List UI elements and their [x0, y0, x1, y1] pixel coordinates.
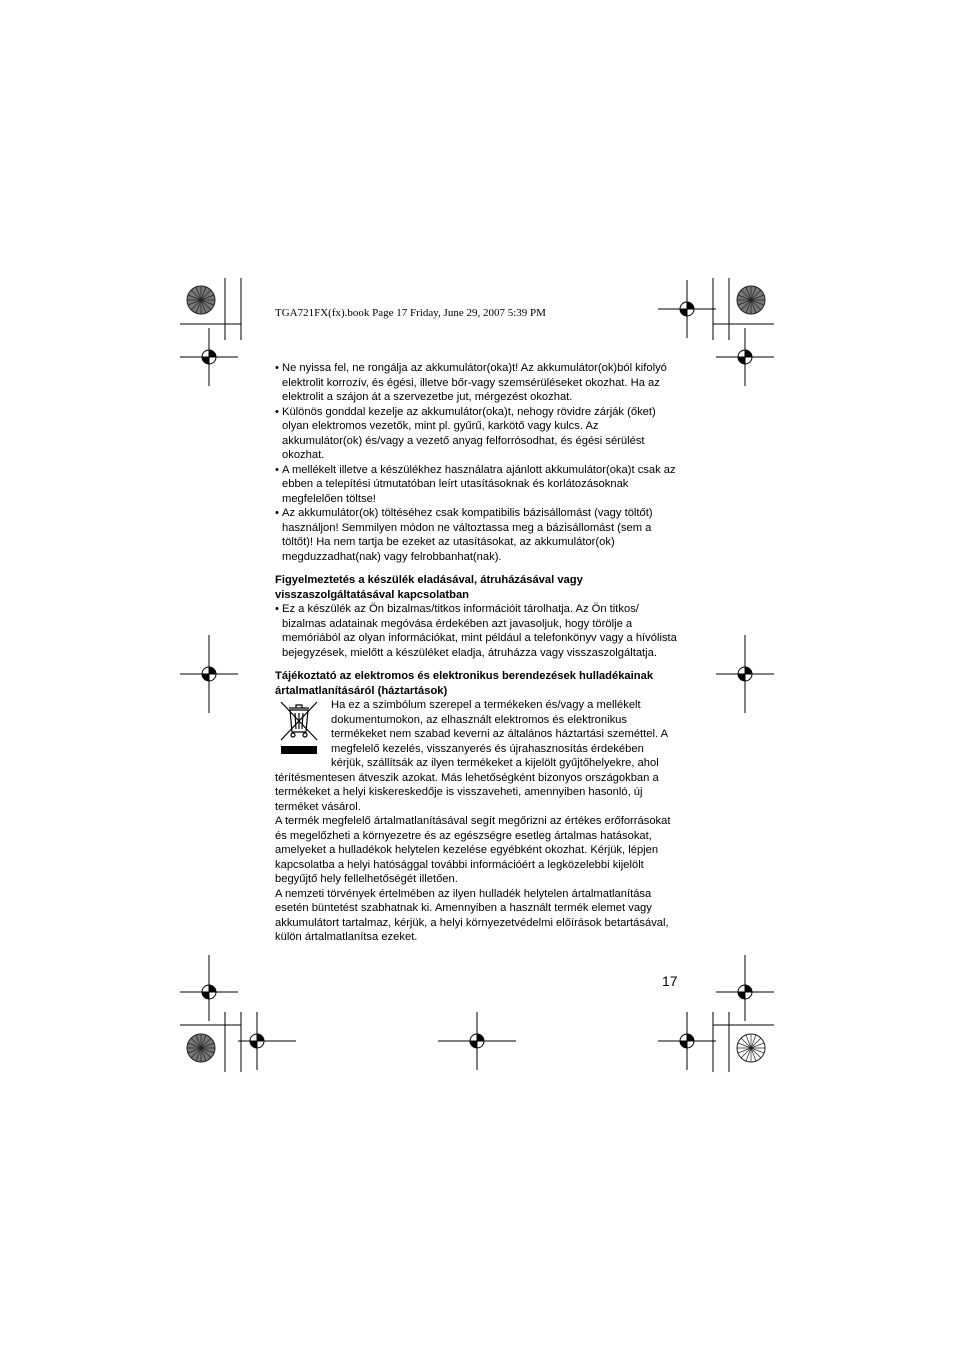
battery-warnings-list [275, 361, 679, 564]
list-item: • Ez a készülék az Ön bizalmas/titkos információit tárolhatja. Az Ön titkos/ bizalmas adatainak megóvása érdekében azt javasoljuk, hogy törölje a memóriából az olyan információkat, mint például a telefonkönyv vagy a hívólista bejegyzések, mielőtt a készüléket eladja, átruházza vagy visszaszolgáltatja. [275, 602, 679, 660]
weee-notice [275, 698, 679, 814]
main-content [275, 361, 679, 945]
print-header: TGA721FX(fx).book Page 17 Friday, June 29, 2007 5:39 PM [275, 307, 546, 319]
list-item: • Ne nyissa fel, ne rongálja az akkumulátor(oka)t! Az akkumulátor(ok)ból kifolyó elektrolit korrozív, és égési, illetve bőr-vagy szemsérüléseket okozhat. Ha az elektrolit a szájon át a szervezetbe jut, mérgezést okozhat. [275, 361, 679, 405]
list-item: • Különös gonddal kezelje az akkumulátor(oka)t, nehogy rövidre zárják (őket) olyan elektromos vezetők, mint pl. gyűrű, karkötő vagy kulcs. Az akkumulátor(ok) és/vagy a vezető anyag felforrósodhat, és égési sérülést okozhat. [275, 405, 679, 463]
weee-paragraph: A nemzeti törvények értelmében az ilyen hulladék helytelen ártalmatlanítása esetén büntetést szabhatnak ki. Amennyiben a használt termék elemet vagy akkumulátort tartalmaz, kérjük, a helyi környezetvédelmi előírások betartásával, külön ártalmatlanítsa ezeket. [275, 887, 669, 943]
list-item: • Az akkumulátor(ok) töltéséhez csak kompatibilis bázisállomást (vagy töltőt) használjon! Semmilyen módon ne változtassa meg a bázisállomást (sem a töltőt)! Ha nem tartja be ezeket az utasításokat, az akkumulátor(ok) megduzzadhat(nak) vagy felrobbanhat(nak). [275, 506, 679, 564]
weee-paragraph: Ha ez a szimbólum szerepel a termékeken és/vagy a mellékelt dokumentumokon, az elhasznált elektromos és elektronikus termékeket nem szabad keverni az általános háztartási szeméttel. A megfelelő kezelés, visszanyerés és újrahasznosítás érdekében kérjük, szállítsák az ilyen termékeket a kijelölt gyűjtőhelyekre, ahol térítésmentesen átveszik azokat. Más lehetőségként bizonyos országokban a termékeket a helyi kiskereskedője is visszaveheti, amennyiben hasonló, új terméket vásárol. [275, 699, 668, 813]
section-heading-resale: Figyelmeztetés a készülék eladásával, átruházásával vagy visszaszolgáltatásával kapcsolatban [275, 574, 583, 601]
list-item: • A mellékelt illetve a készülékhez használatra ajánlott akkumulátor(oka)t csak az ebben a telepítési útmutatóban leírt utasításoknak és korlátozásoknak megfelelően töltse! [275, 463, 679, 507]
resale-notice-list [275, 602, 679, 660]
weee-paragraph: A termék megfelelő ártalmatlanításával segít megőrizni az értékes erőforrásokat és megelőzheti a környezetre és az egészségre esetleg ártalmas hatásokat, amelyeket a hulladékok helytelen kezelése egyébként okozhat. Kérjük, lépjen kapcsolatba a helyi hatósággal további információért a legközelebbi kijelölt begyűjtő hely fellelhetőségét illetően. [275, 815, 671, 885]
page-number: 17 [662, 973, 678, 989]
section-heading-weee: Tájékoztató az elektromos és elektronikus berendezések hulladékainak ártalmatlanításáról (háztartások) [275, 670, 654, 697]
crossed-out-wheelie-bin-icon [275, 698, 323, 758]
